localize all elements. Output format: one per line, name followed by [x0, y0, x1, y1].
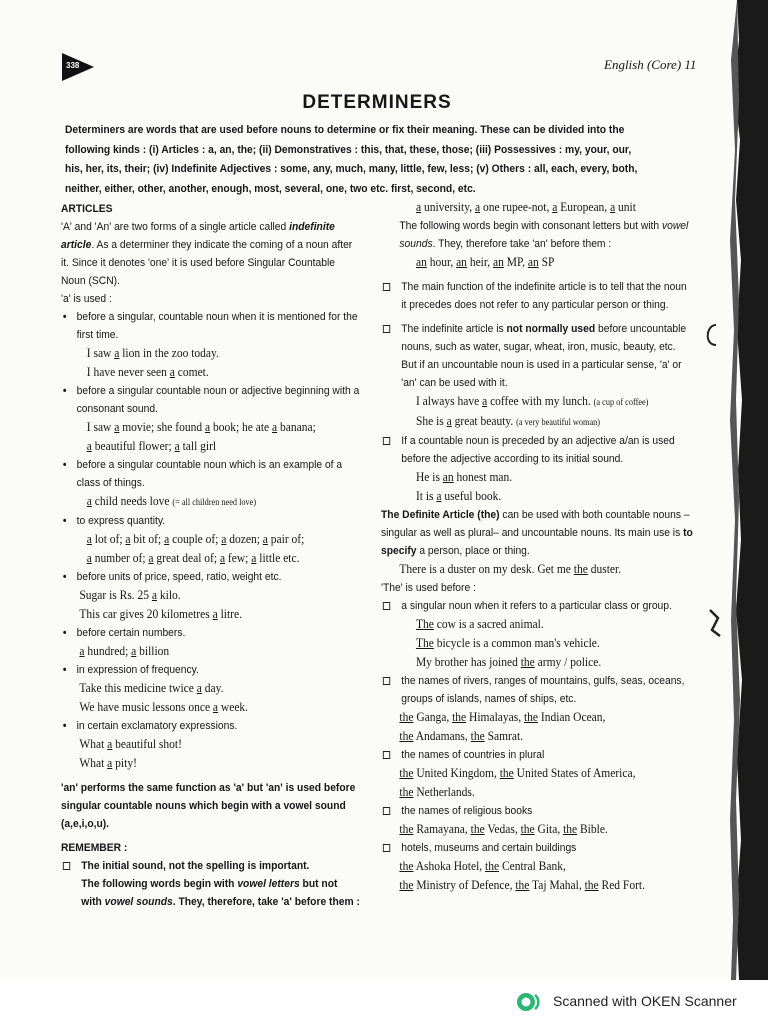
example-line: It is a useful book.: [415, 489, 502, 503]
consonant-letters-note: The following words begin with consonant letters but with vowel sounds. They, therefore take 'an' before them :: [399, 220, 689, 250]
example-line: an hour, an heir, an MP, an SP: [415, 255, 555, 269]
example-line: a hundred; a billion: [79, 644, 170, 658]
bullet-class-of-things: • before a singular countable noun which is an example of a class of things.: [62, 459, 343, 489]
the-rule-class: a singular noun when it refers to a particular class or group.: [381, 597, 694, 615]
the-rule-geography: the names of rivers, ranges of mountains, gulfs, seas, oceans, groups of islands, names of ships, etc.: [381, 672, 694, 708]
example-line: the United Kingdom, the United States of America,: [399, 766, 636, 780]
the-rule-buildings: hotels, museums and certain buildings: [381, 839, 694, 857]
an-paragraph: 'an' performs the same function as 'a' but 'an' is used before singular countable nouns which begin with a vowel sound (a,e,i,o,u).: [61, 782, 356, 830]
bullet-exclamatory: • in certain exclamatory expressions.: [62, 720, 238, 732]
bullet-numbers: • before certain numbers.: [62, 627, 186, 639]
example-line: a beautiful flower; a tall girl: [86, 439, 217, 453]
example-line: She is a great beauty. (a very beautiful woman): [415, 414, 601, 428]
example-line: My brother has joined the army / police.: [415, 655, 602, 669]
page-title: DETERMINERS: [302, 92, 452, 113]
example-line: What a beautiful shot!: [79, 737, 182, 751]
page-number: 338: [66, 61, 80, 70]
intro-paragraph: [65, 121, 646, 199]
example-line: The cow is a sacred animal.: [415, 617, 544, 631]
example-line: I always have a coffee with my lunch. (a cup of coffee): [415, 394, 649, 408]
articles-intro: 'A' and 'An' are two forms of a single article called indefinite article. As a determiner they indicate the coming of a noun after it. Since it denotes 'one' it is used before Singular Countable Noun (SCN).: [61, 221, 353, 287]
articles-heading: ARTICLES: [61, 203, 113, 215]
intro-text: Determiners are words that are used before nouns to determine or fix their meaning. These can be divided into the following kinds : (i) Articles : a, an, the; (ii) Demonstratives : this, that, these, those; (iii) Possessives : my, your, our, his, her, its, their; (iv) Indefinite Adjectives : some, any, much, many, little, few, less; (v) Others : all, each, every, both, neither, either, other, another, enough, most, several, one, two etc. first, second, etc.: [65, 124, 638, 195]
remember-heading: REMEMBER :: [61, 842, 128, 854]
bullet-units: • before units of price, speed, ratio, weight etc.: [62, 571, 282, 583]
definite-article-paragraph: The Definite Article (the) can be used with both countable nouns – singular as well as plural– and uncountable nouns. Its main use is to specify a person, place or thing.: [381, 509, 693, 557]
the-is-used-label: 'The' is used before :: [381, 582, 476, 594]
bullet-consonant-sound: • before a singular countable noun or adjective beginning with a consonant sound.: [62, 385, 360, 415]
example-line: a university, a one rupee-not, a European, a unit: [415, 200, 636, 214]
oken-scanner-logo-icon: [516, 991, 540, 1013]
note-main-function: The main function of the indefinite article is to tell that the noun it precedes does not refer to any particular person or thing.: [381, 278, 694, 314]
example-line: This car gives 20 kilometres a litre.: [79, 607, 242, 621]
example-line: a child needs love (= all children need love): [86, 494, 257, 508]
book-title-header: English (Core) 11: [604, 57, 697, 72]
left-column: [61, 200, 360, 911]
note-adjective: If a countable noun is preceded by an adjective a/an is used before the adjective according to its initial sound.: [381, 432, 694, 468]
example-line: I saw a lion in the zoo today.: [86, 346, 219, 360]
the-rule-countries: the names of countries in plural: [381, 746, 694, 764]
example-line: I have never seen a comet.: [86, 365, 209, 379]
example-line: the Ashoka Hotel, the Central Bank,: [399, 859, 566, 873]
bullet-quantity: • to express quantity.: [62, 515, 166, 527]
example-line: a number of; a great deal of; a few; a little etc.: [86, 551, 300, 565]
example-line: a lot of; a bit of; a couple of; a dozen; a pair of;: [86, 532, 305, 546]
example-line: What a pity!: [79, 756, 137, 770]
example-line: The bicycle is a common man's vehicle.: [415, 636, 600, 650]
example-line: We have music lessons once a week.: [79, 700, 249, 714]
a-is-used-label: 'a' is used :: [61, 293, 112, 305]
example-line: Sugar is Rs. 25 a kilo.: [79, 588, 181, 602]
the-rule-religious-books: the names of religious books: [381, 802, 694, 820]
bullet-frequency: • in expression of frequency.: [62, 664, 199, 676]
note-uncountable: The indefinite article is not normally used before uncountable nouns, such as water, sugar, wheat, iron, music, beauty, etc. But if an uncountable noun is used in a particular sense, 'a' or 'an' can be used with it.: [381, 320, 694, 392]
remember-item: The initial sound, not the spelling is important. The following words begin with vowel letters but not with vowel sounds. They, therefore, take 'a' before them :: [61, 857, 360, 911]
example-line: the Andamans, the Samrat.: [399, 729, 524, 743]
dark-page-edge: [706, 0, 768, 980]
example-line: Take this medicine twice a day.: [79, 681, 224, 695]
bullet-first-mention: • before a singular, countable noun when it is mentioned for the first time.: [62, 311, 358, 341]
example-line: the Ramayana, the Vedas, the Gita, the Bible.: [399, 822, 608, 836]
example-line: the Ganga, the Himalayas, the Indian Ocean,: [399, 710, 606, 724]
right-column: [381, 198, 694, 895]
scanner-watermark-text: Scanned with OKEN Scanner: [553, 993, 737, 1009]
example-line: the Ministry of Defence, the Taj Mahal, the Red Fort.: [399, 878, 645, 892]
example-line: There is a duster on my desk. Get me the duster.: [399, 562, 622, 576]
page-number-badge: [62, 53, 94, 81]
example-line: the Netherlands.: [399, 785, 475, 799]
example-line: I saw a movie; she found a book; he ate a banana;: [86, 420, 316, 434]
scanner-watermark: [0, 980, 768, 1024]
example-line: He is an honest man.: [415, 470, 513, 484]
